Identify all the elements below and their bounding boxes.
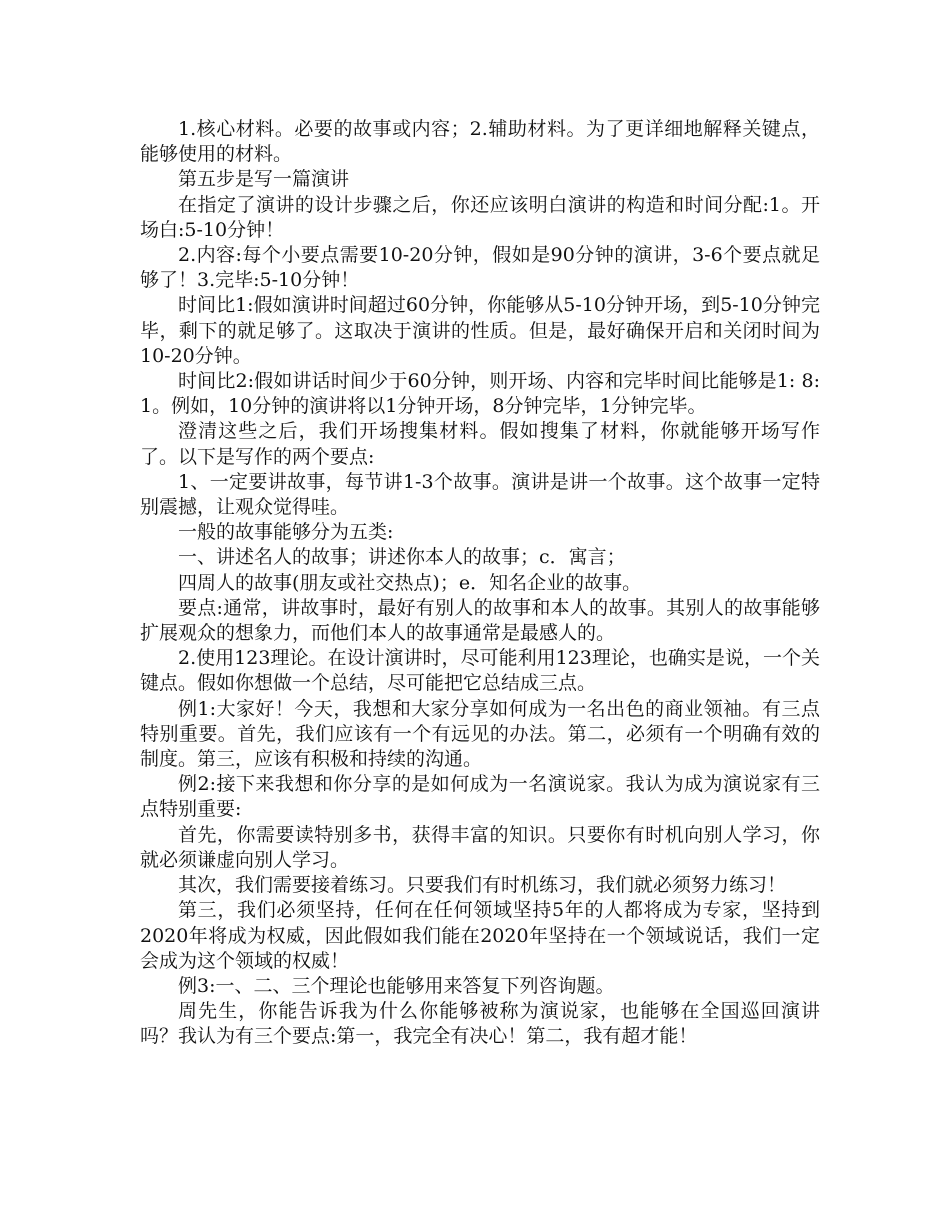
paragraph: 例3:一、二、三个理论也能够用来答复下列咨询题。: [178, 974, 615, 997]
paragraph: 周先生，你能告诉我为什么你能够被称为演说家，也能够在全国巡回演讲吗？我认为有三个要点:第一，我完全有决心！第二，我有超才能！: [140, 1000, 820, 1048]
paragraph: 例2:接下来我想和你分享的是如何成为一名演说家。我认为成为演说家有三点特别重要:: [140, 773, 820, 821]
paragraph: 四周人的故事(朋友或社交热点)；e．知名企业的故事。: [178, 571, 642, 594]
paragraph: 时间比2:假如讲话时间少于60分钟，则开场、内容和完毕时间比能够是1: 8: 1。例如，10分钟的演讲将以1分钟开场，8分钟完毕，1分钟完毕。: [140, 370, 820, 418]
paragraph: 一般的故事能够分为五类:: [178, 521, 394, 544]
paragraph: 澄清这些之后，我们开场搜集材料。假如搜集了材料，你就能够开场写作了。以下是写作的两个要点:: [140, 420, 820, 468]
paragraph: 2.内容:每个小要点需要10-20分钟，假如是90分钟的演讲，3-6个要点就足够了！3.完毕:5-10分钟！: [140, 244, 820, 292]
document-body: [140, 117, 820, 1050]
paragraph: 要点:通常，讲故事时，最好有别人的故事和本人的故事。其别人的故事能够扩展观众的想象力，而他们本人的故事通常是最感人的。: [140, 596, 820, 645]
paragraph: 一、讲述名人的故事；讲述你本人的故事；c．寓言；: [178, 546, 626, 569]
paragraph: 1.核心材料。必要的故事或内容；2.辅助材料。为了更详细地解释关键点，能够使用的材料。: [140, 118, 820, 166]
paragraph: 在指定了演讲的设计步骤之后，你还应该明白演讲的构造和时间分配:1。开场白:5-10分钟！: [140, 193, 820, 241]
section-heading: 第五步是写一篇演讲: [178, 168, 350, 191]
paragraph: 第三，我们必须坚持，任何在任何领域坚持5年的人都将成为专家，坚持到2020年将成为权威，因此假如我们能在2020年坚持在一个领域说话，我们一定会成为这个领域的权威！: [140, 899, 820, 972]
paragraph: 例1:大家好！今天，我想和大家分享如何成为一名出色的商业领袖。有三点特别重要。首先，我们应该有一个有远见的办法。第二，必须有一个明确有效的制度。第三，应该有积极和持续的沟通。: [140, 697, 820, 771]
paragraph: 时间比1:假如演讲时间超过60分钟，你能够从5-10分钟开场，到5-10分钟完毕，剩下的就足够了。这取决于演讲的性质。但是，最好确保开启和关闭时间为10-20分钟。: [140, 294, 820, 367]
paragraph: 首先，你需要读特别多书，获得丰富的知识。只要你有时机向别人学习，你就必须谦虚向别人学习。: [140, 823, 820, 871]
paragraph: 1、一定要讲故事，每节讲1-3个故事。演讲是讲一个故事。这个故事一定特别震撼，让观众觉得哇。: [140, 470, 820, 519]
paragraph: 2.使用123理论。在设计演讲时，尽可能利用123理论，也确实是说，一个关键点。假如你想做一个总结，尽可能把它总结成三点。: [140, 647, 820, 695]
paragraph: 其次，我们需要接着练习。只要我们有时机练习，我们就必须努力练习！: [178, 874, 787, 897]
